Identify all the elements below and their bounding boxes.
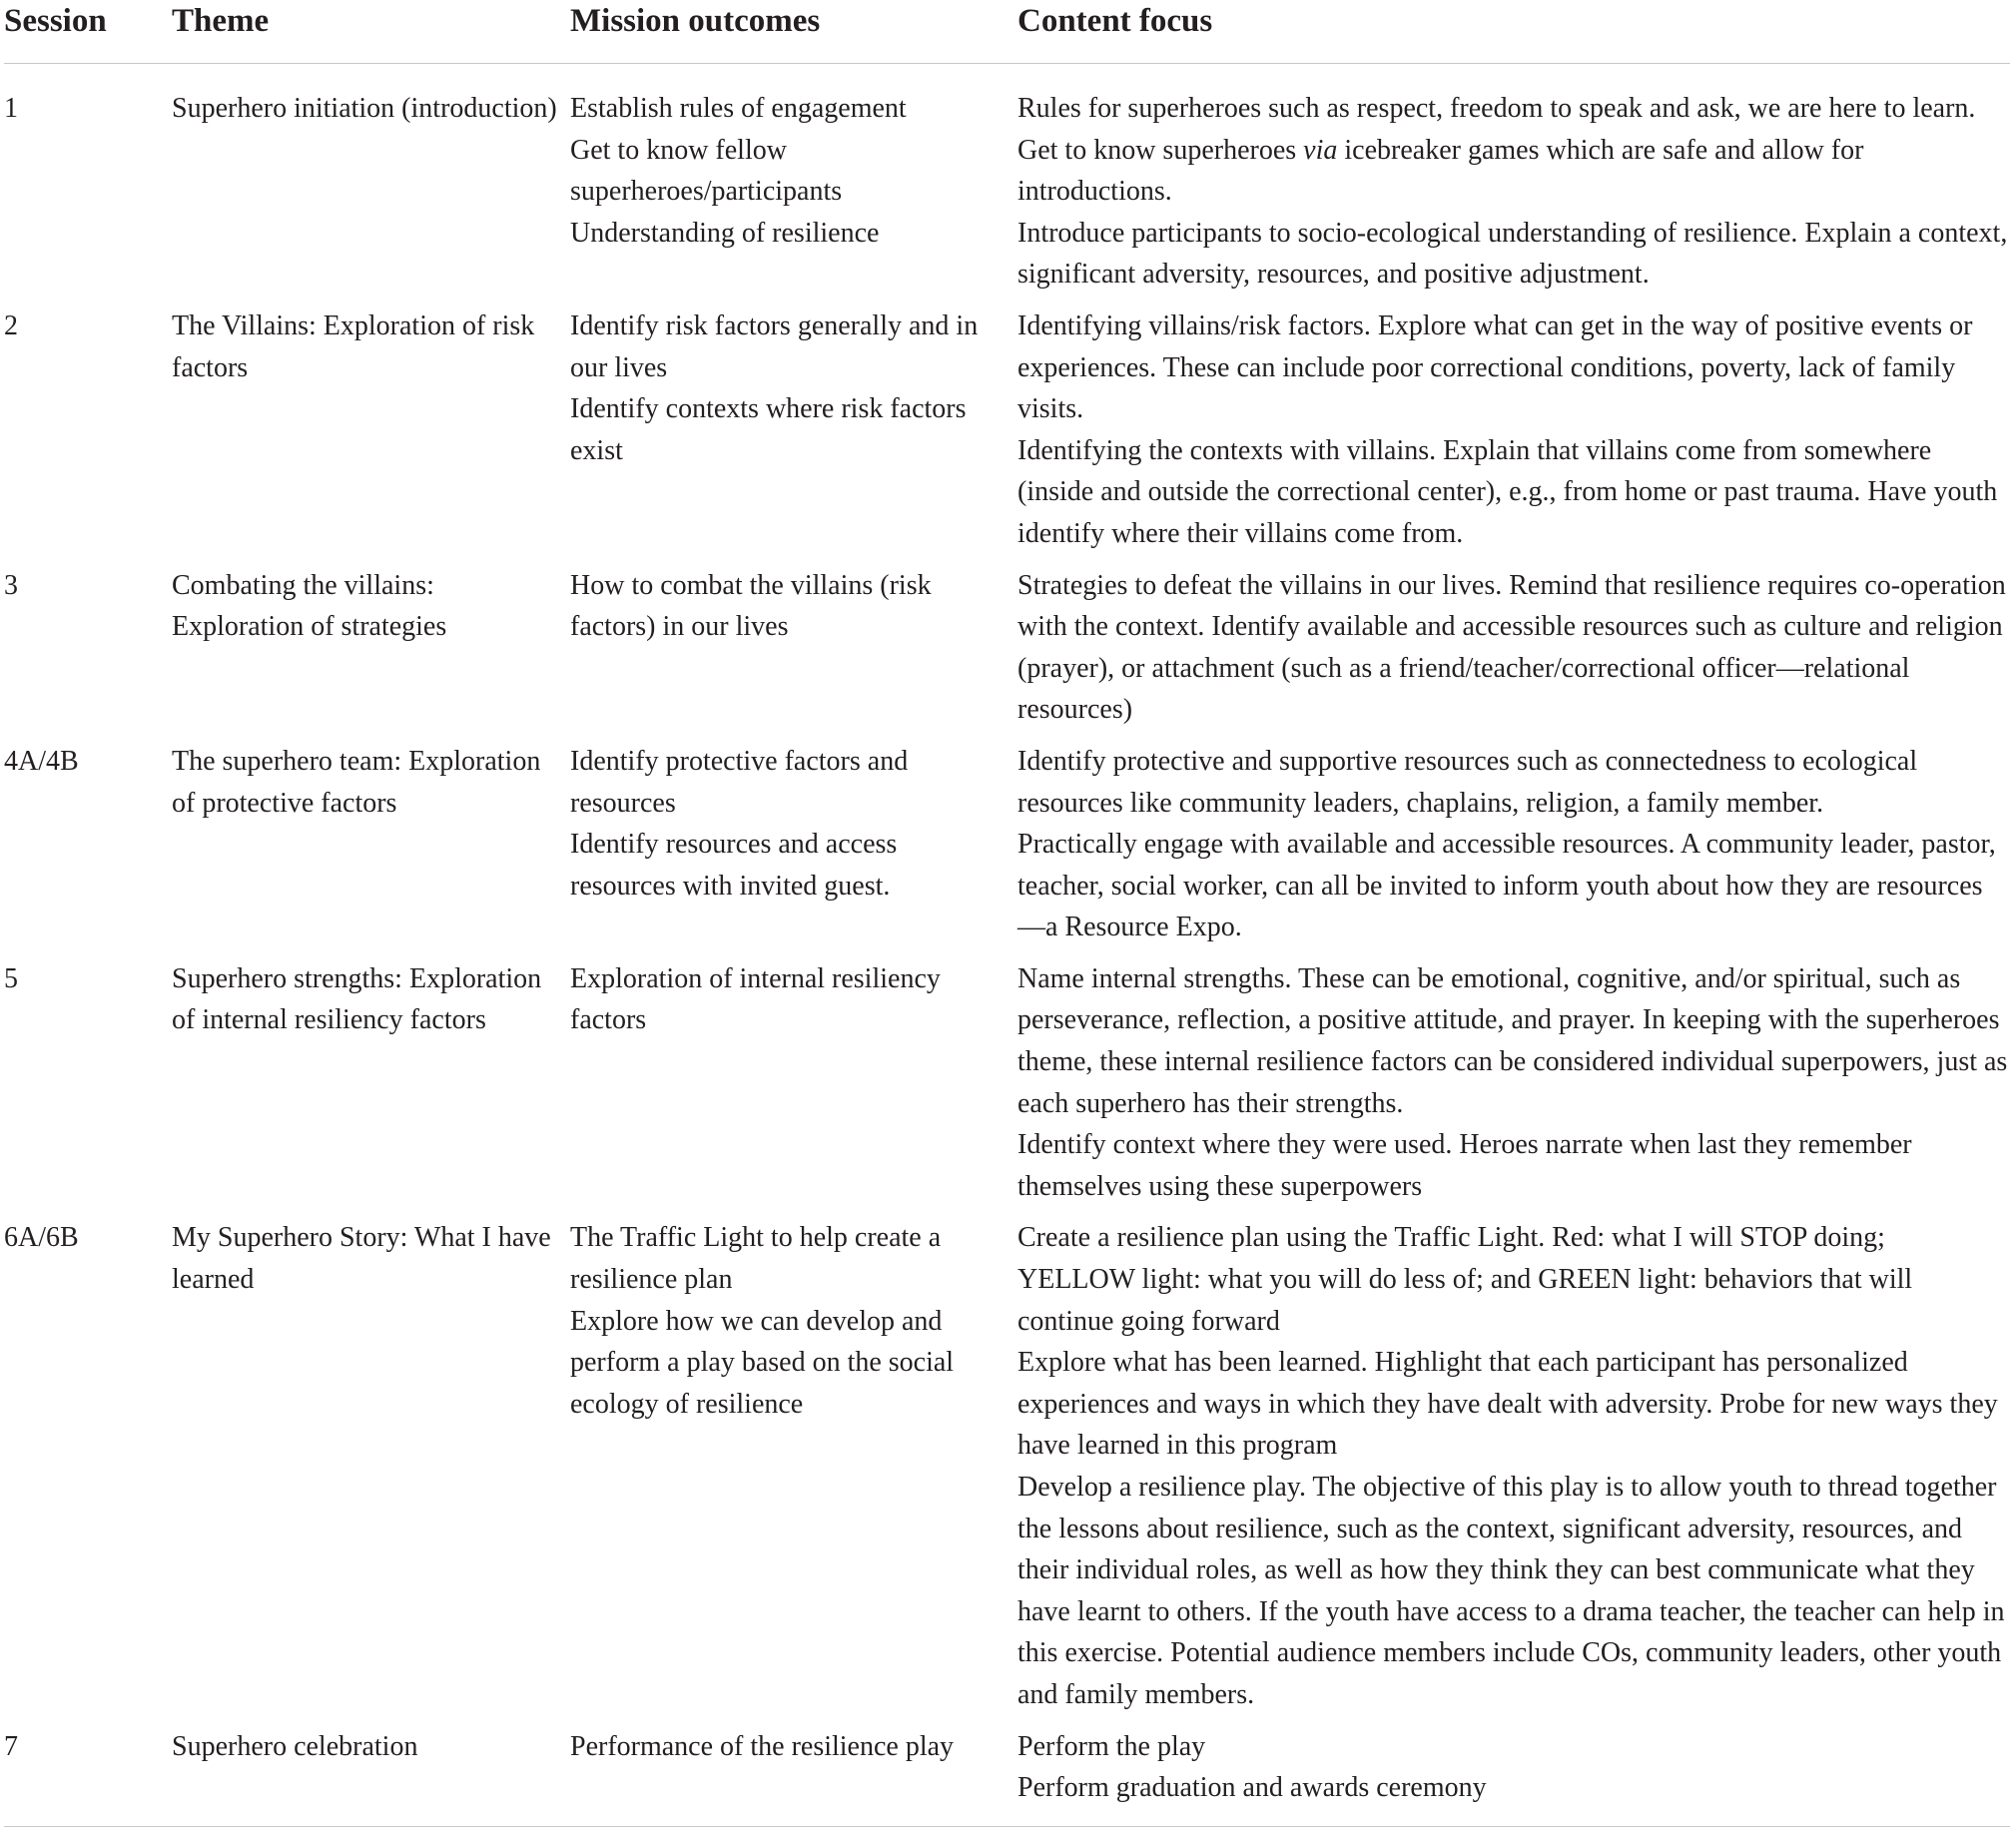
content-focus-item: Get to know superheroes via icebreaker games which are safe and allow for introductions. <box>1017 134 1864 208</box>
content-focus-cell <box>1017 741 2008 948</box>
table-body <box>4 64 2010 1819</box>
content-focus-item: Identify context where they were used. Heroes narrate when last they remember themselves using these superpowers <box>1017 1129 1912 1202</box>
content-focus-item: Perform the play <box>1017 1730 1206 1762</box>
mission-outcome-item: Explore how we can develop and perform a play based on the social ecology of resilience <box>570 1305 955 1420</box>
content-focus-cell <box>1017 88 2008 296</box>
table-header <box>4 0 2010 64</box>
session-cell: 7 <box>4 1730 18 1762</box>
content-focus-cell <box>1017 1726 2008 1809</box>
session-cell: 3 <box>4 569 18 601</box>
content-focus-item: Introduce participants to socio-ecological understanding of resilience. Explain a context, significant adversity, resources, and positive adjustment. <box>1017 217 2008 291</box>
header-theme: Theme <box>172 3 270 39</box>
mission-outcomes-cell <box>570 741 1017 907</box>
mission-outcome-item: Identify resources and access resources with invited guest. <box>570 829 898 902</box>
theme-cell: My Superhero Story: What I have learned <box>172 1222 551 1296</box>
table-row <box>4 305 2010 565</box>
mission-outcome-item: Establish rules of engagement <box>570 93 907 124</box>
table-row <box>4 88 2010 305</box>
mission-outcomes-cell <box>570 1726 1017 1768</box>
theme-cell: Combating the villains: Exploration of strategies <box>172 569 447 643</box>
mission-outcomes-cell <box>570 958 1017 1041</box>
mission-outcomes-cell <box>570 88 1017 254</box>
content-focus-cell <box>1017 1217 2008 1715</box>
mission-outcome-item: Understanding of resilience <box>570 217 880 249</box>
mission-outcomes-cell <box>570 1217 1017 1425</box>
content-focus-cell <box>1017 305 2008 555</box>
mission-outcome-item: The Traffic Light to help create a resilience plan <box>570 1222 942 1296</box>
session-cell: 6A/6B <box>4 1222 79 1254</box>
content-focus-item: Develop a resilience play. The objective of this play is to allow youth to thread together the lessons about resilience, such as the context, significant adversity, resources, and their individual roles, as well as how they think they can best communicate what they have learnt to others. If the youth have access to a drama teacher, the teacher can help in this exercise. Potential audience members include COs, community leaders, other youth and family members. <box>1017 1472 2005 1710</box>
content-focus-item: Rules for superheroes such as respect, freedom to speak and ask, we are here to learn. <box>1017 93 1976 124</box>
content-focus-item: Create a resilience plan using the Traffic Light. Red: what I will STOP doing; YELLOW light: what you will do less of; and GREEN light: behaviors that will continue going forward <box>1017 1222 1913 1337</box>
content-focus-item: Perform graduation and awards ceremony <box>1017 1772 1487 1804</box>
content-focus-cell <box>1017 958 2008 1208</box>
mission-outcome-item: Identify contexts where risk factors exist <box>570 393 967 466</box>
content-focus-item: Explore what has been learned. Highlight that each participant has personalized experiences and ways in which they have dealt with adversity. Probe for new ways they have learned in this program <box>1017 1347 1998 1462</box>
header-content-focus: Content focus <box>1017 3 1213 39</box>
mission-outcome-item: How to combat the villains (risk factors) in our lives <box>570 569 932 643</box>
theme-cell: Superhero initiation (introduction) <box>172 93 557 124</box>
header-mission-outcomes: Mission outcomes <box>570 3 821 39</box>
table-row <box>4 1726 2010 1819</box>
content-focus-item: Strategies to defeat the villains in our lives. Remind that resilience requires co-operation with the context. Identify available and accessible resources such as culture and religion (prayer), or attachment (such as a friend/teacher/correctional officer—relational resources) <box>1017 569 2006 726</box>
theme-cell: Superhero celebration <box>172 1730 418 1762</box>
mission-outcome-item: Exploration of internal resiliency factors <box>570 962 941 1036</box>
mission-outcome-item: Identify risk factors generally and in our lives <box>570 309 979 383</box>
header-session: Session <box>4 3 107 39</box>
table-bottom-rule <box>4 1826 2010 1827</box>
session-cell: 5 <box>4 962 18 994</box>
theme-cell: Superhero strengths: Exploration of internal resiliency factors <box>172 962 542 1036</box>
session-cell: 4A/4B <box>4 745 79 777</box>
table-row <box>4 958 2010 1218</box>
content-focus-cell <box>1017 565 2008 731</box>
table-row <box>4 1217 2010 1725</box>
mission-outcomes-cell <box>570 565 1017 648</box>
table-row <box>4 741 2010 958</box>
content-focus-item: Identify protective and supportive resources such as connectedness to ecological resources like community leaders, chaplains, religion, a family member. <box>1017 745 1918 819</box>
mission-outcomes-cell <box>570 305 1017 471</box>
content-focus-item: Identifying the contexts with villains. Explain that villains come from somewhere (inside and outside the correctional center), e.g., from home or past trauma. Have youth identify where their villains come from. <box>1017 434 1998 549</box>
content-focus-item: Name internal strengths. These can be emotional, cognitive, and/or spiritual, such as perseverance, reflection, a positive attitude, and prayer. In keeping with the superheroes theme, these internal resilience factors can be considered individual superpowers, just as each superhero has their strengths. <box>1017 962 2008 1119</box>
mission-outcome-item: Get to know fellow superheroes/participants <box>570 134 843 208</box>
content-focus-item: Identifying villains/risk factors. Explore what can get in the way of positive events or experiences. These can include poor correctional conditions, poverty, lack of family visits. <box>1017 309 1973 425</box>
content-focus-item: Practically engage with available and accessible resources. A community leader, pastor, teacher, social worker, can all be invited to inform youth about how they are resources—a Resource Expo. <box>1017 829 1996 943</box>
mission-outcome-item: Identify protective factors and resources <box>570 745 909 819</box>
session-cell: 2 <box>4 309 18 341</box>
theme-cell: The Villains: Exploration of risk factors <box>172 309 535 383</box>
session-cell: 1 <box>4 93 18 124</box>
mission-outcome-item: Performance of the resilience play <box>570 1730 955 1762</box>
theme-cell: The superhero team: Exploration of protective factors <box>172 745 541 819</box>
table-row <box>4 565 2010 741</box>
